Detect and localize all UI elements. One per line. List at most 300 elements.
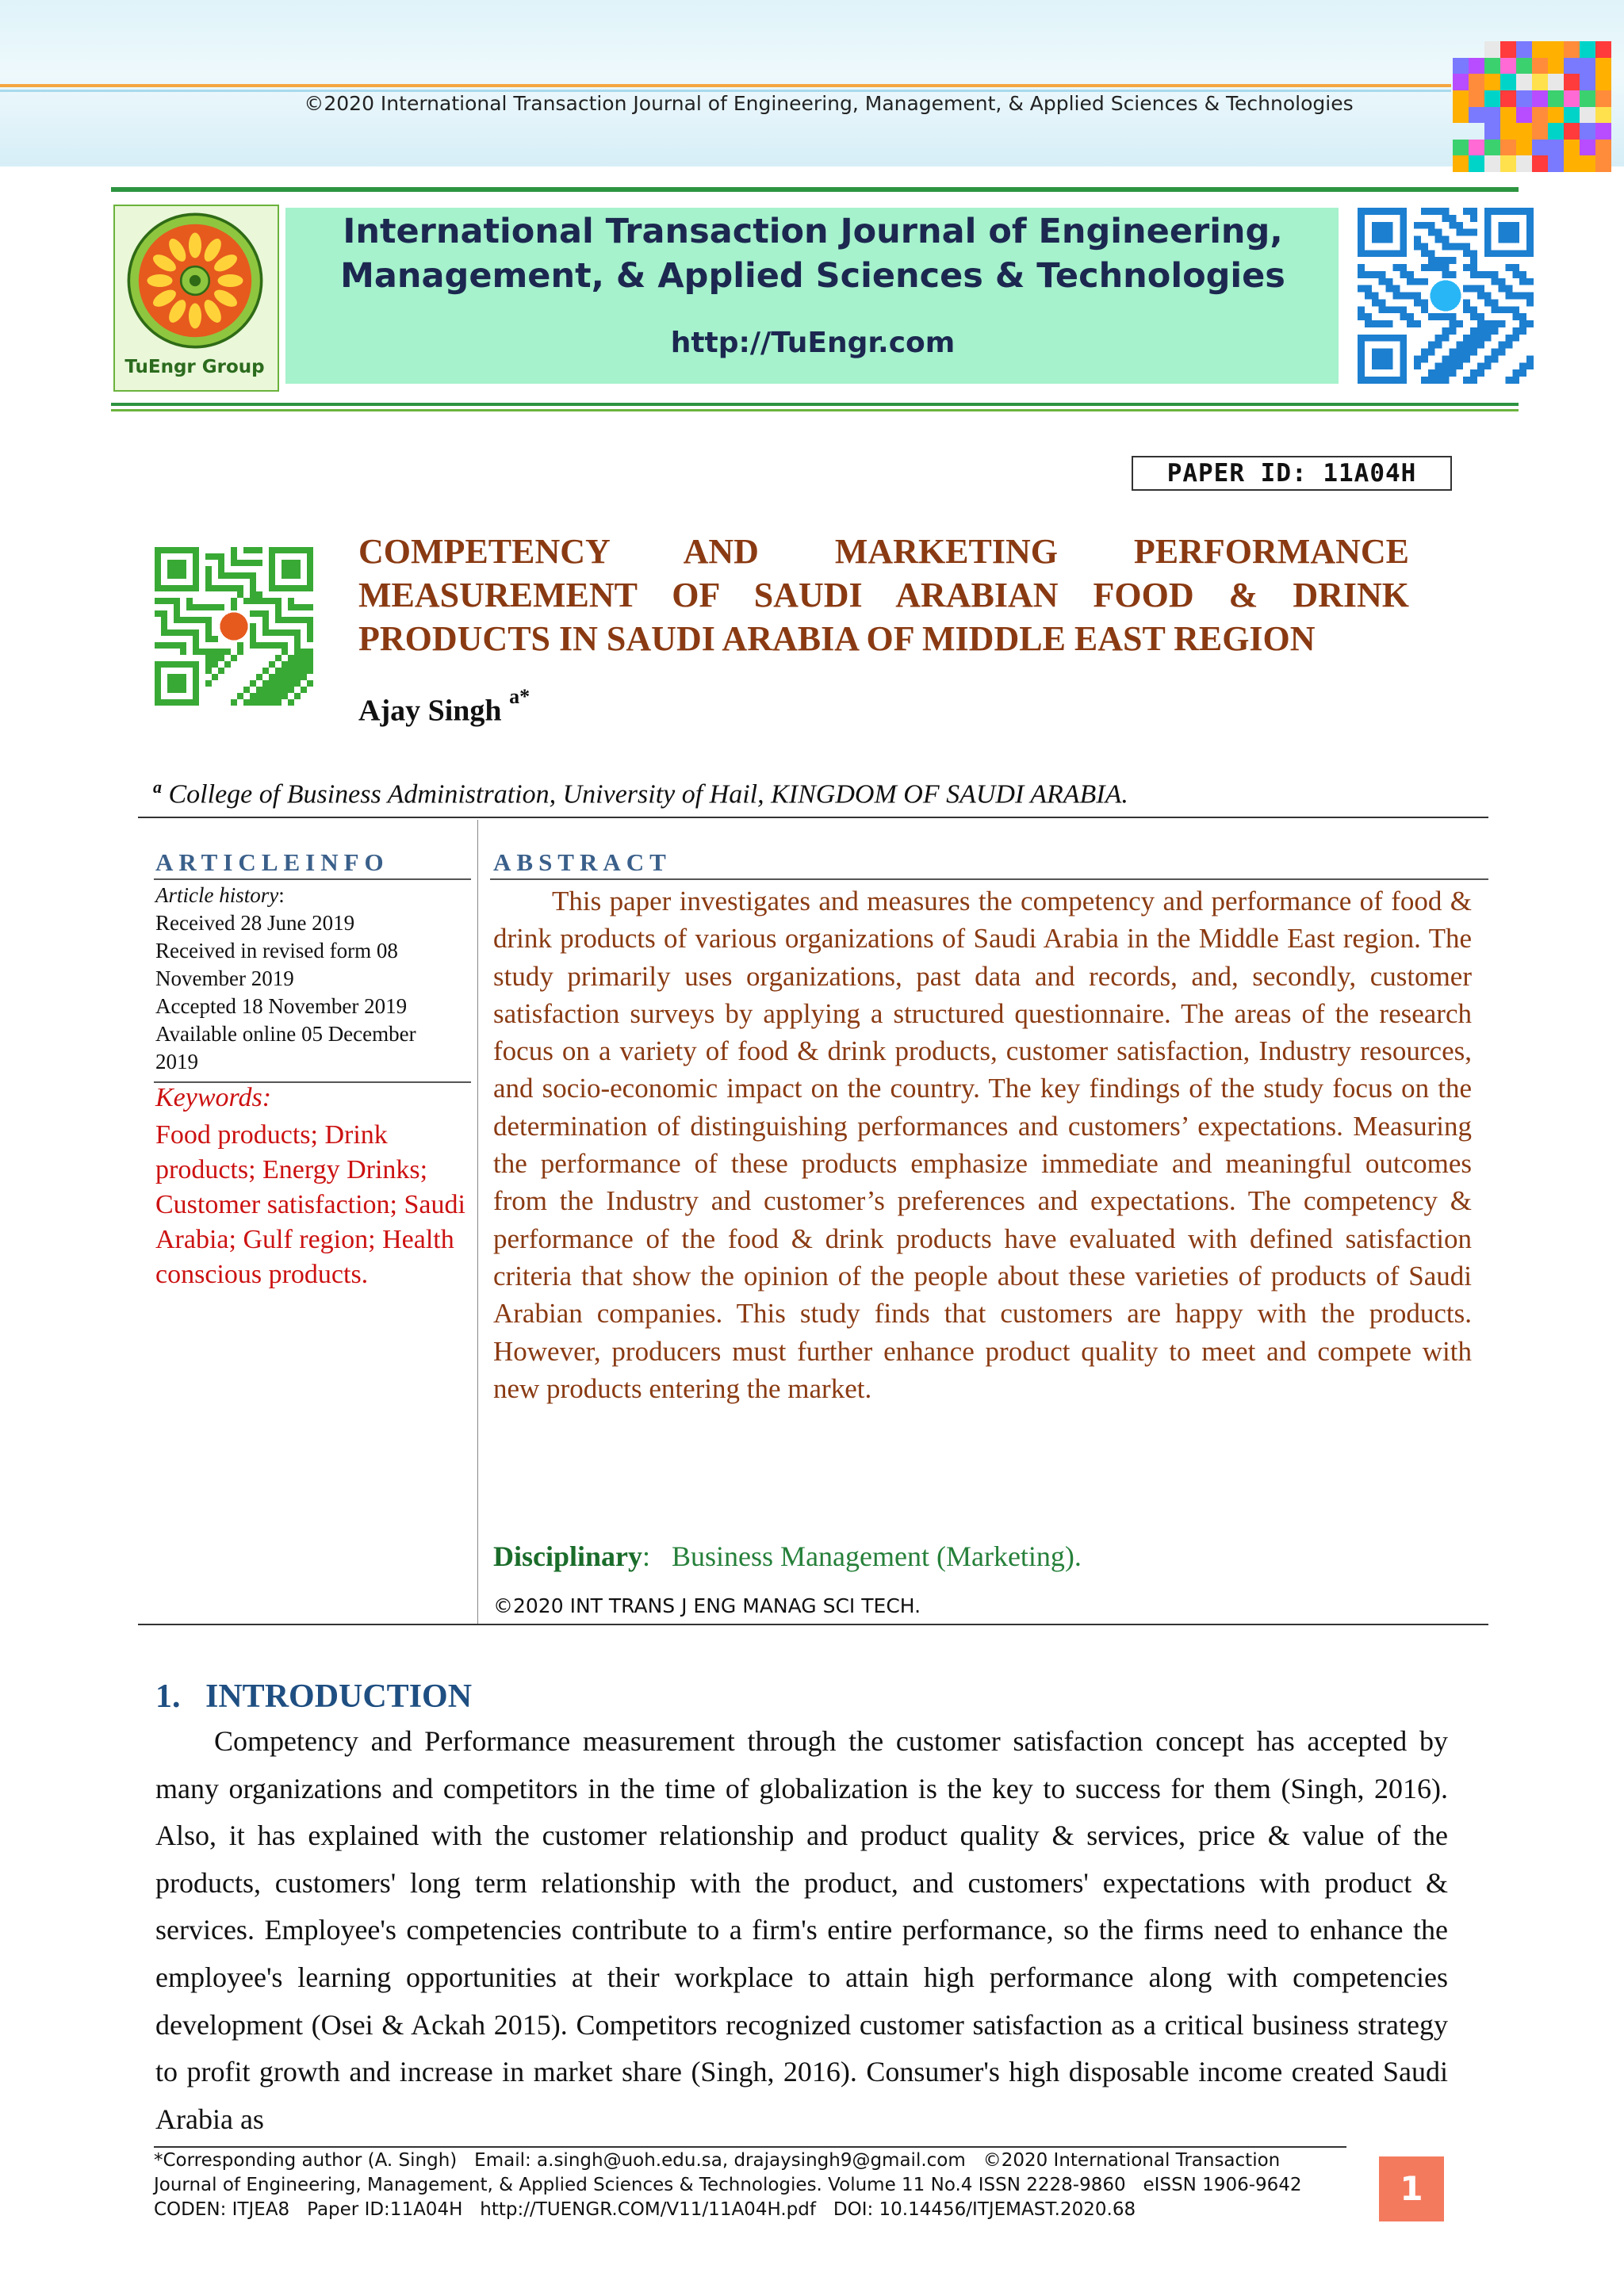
qr-module <box>250 585 256 591</box>
journal-header-top-rule <box>111 187 1519 192</box>
qr-module <box>1492 320 1499 327</box>
mosaic-tile <box>1548 58 1564 75</box>
qr-module <box>269 661 275 668</box>
qr-module <box>1477 342 1484 349</box>
qr-module <box>1442 208 1450 215</box>
qr-module <box>1414 278 1421 285</box>
mosaic-tile <box>1580 41 1595 58</box>
qr-module <box>1386 320 1393 327</box>
qr-module <box>288 687 294 693</box>
qr-module <box>1449 222 1456 229</box>
qr-module <box>1407 278 1414 285</box>
mosaic-tile <box>1453 123 1469 140</box>
abstract-heading: ABSTRACT <box>493 848 672 876</box>
qr-module <box>205 629 212 636</box>
qr-module <box>307 661 313 668</box>
qr-module <box>1519 271 1526 278</box>
journal-title-line-2: Management, & Applied Sciences & Technologies <box>340 256 1285 296</box>
qr-module <box>275 687 282 693</box>
qr-module <box>1442 264 1450 271</box>
qr-module <box>1499 285 1506 293</box>
qr-module <box>294 642 301 649</box>
mosaic-tile <box>1595 74 1611 90</box>
article-info-rule <box>154 878 471 880</box>
qr-module <box>1414 362 1421 369</box>
qr-module <box>224 649 231 655</box>
article-info-heading: ARTICLEINFO <box>155 848 389 876</box>
qr-module <box>288 655 294 661</box>
footer-rule <box>154 2146 1346 2148</box>
qr-module <box>1470 285 1477 293</box>
qr-module <box>174 642 180 649</box>
mosaic-tile <box>1548 107 1564 124</box>
qr-module <box>1428 369 1435 377</box>
qr-module <box>1519 293 1526 300</box>
qr-module <box>1435 229 1442 236</box>
qr-module <box>1492 306 1499 313</box>
qr-module <box>1505 306 1512 313</box>
qr-module <box>1512 293 1519 300</box>
qr-module <box>243 699 250 706</box>
qr-module <box>1428 229 1435 236</box>
qr-module <box>1365 271 1372 278</box>
qr-module <box>1470 369 1477 377</box>
qr-module <box>250 636 256 642</box>
abstract-copyright: ©2020 INT TRANS J ENG MANAG SCI TECH. <box>493 1594 921 1617</box>
mosaic-tile <box>1564 107 1580 124</box>
qr-module <box>218 585 224 591</box>
qr-module <box>275 617 282 623</box>
journal-header-bottom-rule-2 <box>111 409 1519 411</box>
info-box-bottom-rule <box>138 1624 1488 1625</box>
qr-module <box>250 680 256 687</box>
qr-module <box>1526 299 1534 306</box>
qr-module <box>1477 369 1484 377</box>
mosaic-tile <box>1580 107 1595 124</box>
qr-module <box>231 572 237 579</box>
qr-module <box>1372 299 1379 306</box>
qr-module <box>1392 306 1400 313</box>
qr-module <box>1477 335 1484 342</box>
qr-module <box>294 617 301 623</box>
qr-module <box>1456 355 1463 362</box>
mosaic-tile <box>1469 90 1484 107</box>
qr-module <box>307 636 313 642</box>
mosaic-tile <box>1500 140 1516 156</box>
qr-module <box>199 604 205 610</box>
qr-module <box>307 629 313 636</box>
mosaic-tile <box>1469 58 1484 75</box>
qr-module <box>1463 342 1470 349</box>
qr-module <box>307 655 313 661</box>
qr-module <box>1470 335 1477 342</box>
article-history-label: Article history: <box>155 883 285 907</box>
qr-module <box>205 636 212 642</box>
mosaic-tile <box>1532 41 1548 58</box>
history-line: Received 28 June 2019 <box>155 911 355 935</box>
qr-module <box>212 661 218 668</box>
mosaic-tile <box>1595 140 1611 156</box>
qr-module <box>212 649 218 655</box>
qr-module <box>1512 369 1519 377</box>
qr-module <box>275 610 282 617</box>
qr-module <box>1428 264 1435 271</box>
qr-module <box>205 585 212 591</box>
qr-module <box>224 572 231 579</box>
article-history <box>155 882 466 1076</box>
mosaic-tile <box>1548 123 1564 140</box>
qr-module <box>1470 349 1477 356</box>
qr-module <box>1449 369 1456 377</box>
mosaic-tile <box>1595 155 1611 172</box>
qr-module <box>294 674 301 680</box>
mosaic-tile <box>1564 123 1580 140</box>
qr-module <box>1400 313 1407 320</box>
qr-module <box>256 610 262 617</box>
mosaic-tile <box>1595 58 1611 75</box>
footer-line-2: Journal of Engineering, Management, & Applied Sciences & Technologies. Volume 11 No.4 ISSN 2228-9860 eISSN 1906-9642 <box>154 2175 1302 2195</box>
qr-module <box>1463 208 1470 215</box>
top-divider-orange <box>0 84 1451 87</box>
qr-module <box>1358 313 1365 320</box>
qr-module <box>212 655 218 661</box>
qr-module <box>250 572 256 579</box>
qr-module <box>180 642 186 649</box>
mosaic-tile <box>1564 41 1580 58</box>
qr-module <box>1470 215 1477 222</box>
qr-module <box>1435 257 1442 264</box>
qr-module <box>1400 271 1407 278</box>
qr-module <box>1449 327 1456 335</box>
qr-module <box>301 655 307 661</box>
qr-module <box>1428 377 1435 384</box>
qr-module <box>1449 320 1456 327</box>
qr-module <box>301 687 307 693</box>
qr-module <box>1470 229 1477 236</box>
qr-module <box>1428 257 1435 264</box>
qr-module <box>301 649 307 655</box>
qr-module <box>262 610 269 617</box>
qr-module <box>1372 293 1379 300</box>
qr-module <box>1428 313 1435 320</box>
journal-logo-text: TuEngr Group <box>124 357 265 377</box>
qr-module <box>288 699 294 706</box>
qr-module <box>288 598 294 604</box>
qr-module <box>250 699 256 706</box>
mosaic-tile <box>1516 155 1532 172</box>
qr-module <box>1484 327 1492 335</box>
qr-module <box>256 560 262 566</box>
qr-module <box>262 629 269 636</box>
qr-module <box>174 617 180 623</box>
qr-module <box>256 687 262 693</box>
qr-module <box>237 591 243 598</box>
qr-module <box>1435 369 1442 377</box>
journal-logo-wheel-icon <box>124 210 266 351</box>
abstract-rule <box>490 878 1488 880</box>
qr-module <box>1421 377 1428 384</box>
qr-module <box>256 598 262 604</box>
qr-module <box>224 661 231 668</box>
affiliation <box>153 777 1128 809</box>
qr-module <box>250 579 256 585</box>
qr-module <box>231 604 237 610</box>
qr-module <box>250 623 256 629</box>
paper-qr-code-icon <box>155 547 313 706</box>
qr-module <box>1435 208 1442 215</box>
qr-module <box>161 642 167 649</box>
qr-module <box>237 693 243 699</box>
qr-module <box>1512 306 1519 313</box>
qr-module <box>307 623 313 629</box>
mosaic-tile <box>1532 155 1548 172</box>
qr-module <box>180 617 186 623</box>
qr-module <box>1484 271 1492 278</box>
qr-module <box>1400 293 1407 300</box>
mosaic-tile <box>1564 74 1580 90</box>
qr-module <box>155 598 161 604</box>
qr-module <box>282 617 288 623</box>
qr-module <box>243 598 250 604</box>
qr-module <box>1428 349 1435 356</box>
mosaic-tile <box>1516 74 1532 90</box>
qr-module <box>1428 342 1435 349</box>
qr-module <box>1470 264 1477 271</box>
qr-module <box>1435 362 1442 369</box>
history-line: Received in revised form 08 <box>155 939 398 962</box>
qr-module <box>250 629 256 636</box>
qr-module <box>231 699 237 706</box>
qr-module <box>1372 222 1393 243</box>
mosaic-tile <box>1500 90 1516 107</box>
qr-module <box>288 629 294 636</box>
qr-module <box>1456 320 1463 327</box>
mosaic-tile <box>1580 155 1595 172</box>
qr-module <box>1442 369 1450 377</box>
qr-module <box>1365 285 1372 293</box>
qr-module <box>1470 327 1477 335</box>
qr-module <box>161 617 167 623</box>
qr-module <box>237 642 243 649</box>
qr-module <box>1421 264 1428 271</box>
qr-module <box>199 617 205 623</box>
qr-module <box>301 617 307 623</box>
qr-module <box>262 668 269 674</box>
qr-module <box>1400 264 1407 271</box>
qr-module <box>1463 306 1470 313</box>
qr-module <box>282 693 288 699</box>
qr-module <box>237 560 243 566</box>
qr-module <box>231 560 237 566</box>
paper-id-box: PAPER ID: 11A04H <box>1132 456 1452 491</box>
qr-module <box>186 617 193 623</box>
qr-module <box>1442 257 1450 264</box>
qr-module <box>1442 271 1450 278</box>
qr-module <box>282 674 288 680</box>
qr-module <box>1512 335 1519 342</box>
qr-module <box>250 610 256 617</box>
journal-header-bottom-rule <box>111 403 1519 406</box>
qr-module <box>294 693 301 699</box>
keywords-label: Keywords: <box>155 1083 272 1112</box>
qr-module <box>1499 320 1506 327</box>
qr-module <box>1526 320 1534 327</box>
qr-module <box>250 591 256 598</box>
journal-url-link[interactable]: http://TuEngr.com <box>670 327 956 359</box>
qr-module <box>1442 362 1450 369</box>
qr-module <box>1499 349 1506 356</box>
qr-module <box>1505 377 1512 384</box>
qr-module <box>205 668 212 674</box>
qr-module <box>180 629 186 636</box>
mosaic-tile <box>1595 123 1611 140</box>
paper-title <box>358 530 1409 660</box>
qr-module <box>282 668 288 674</box>
qr-module <box>212 604 218 610</box>
qr-module <box>1526 278 1534 285</box>
qr-module <box>262 693 269 699</box>
mosaic-tile <box>1500 58 1516 75</box>
mosaic-tile <box>1564 140 1580 156</box>
qr-module <box>269 598 275 604</box>
paper-title-line-3: PRODUCTS IN SAUDI ARABIA OF MIDDLE EAST REGION <box>358 619 1316 658</box>
qr-module <box>1505 285 1512 293</box>
qr-module <box>167 642 174 649</box>
qr-module <box>1379 320 1386 327</box>
qr-module <box>199 649 205 655</box>
qr-module <box>262 680 269 687</box>
mosaic-tile <box>1548 41 1564 58</box>
qr-module <box>1492 349 1499 356</box>
qr-module <box>174 604 180 610</box>
qr-module <box>301 674 307 680</box>
qr-module <box>288 604 294 610</box>
mosaic-tile <box>1469 155 1484 172</box>
qr-module <box>1477 313 1484 320</box>
mosaic-tile <box>1453 155 1469 172</box>
qr-module <box>1372 349 1393 370</box>
qr-module <box>218 560 224 566</box>
mosaic-tile <box>1500 74 1516 90</box>
qr-module <box>205 655 212 661</box>
qr-module <box>282 680 288 687</box>
mosaic-tile <box>1453 140 1469 156</box>
mosaic-tile <box>1516 107 1532 124</box>
qr-module <box>1428 222 1435 229</box>
qr-module <box>1470 313 1477 320</box>
info-box-column-divider <box>477 820 478 1624</box>
qr-module <box>186 629 193 636</box>
qr-module <box>161 623 167 629</box>
qr-module <box>282 649 288 655</box>
qr-module <box>167 674 186 693</box>
qr-module <box>294 629 301 636</box>
qr-module <box>1435 313 1442 320</box>
mosaic-tile <box>1484 90 1500 107</box>
qr-module <box>1386 306 1393 313</box>
mosaic-tile <box>1453 74 1469 90</box>
qr-module <box>1505 264 1512 271</box>
qr-module <box>1477 271 1484 278</box>
qr-module <box>262 699 269 706</box>
qr-module <box>269 680 275 687</box>
mosaic-tile <box>1548 90 1564 107</box>
qr-module <box>1477 362 1484 369</box>
qr-module <box>294 661 301 668</box>
qr-module <box>294 655 301 661</box>
qr-module <box>161 610 167 617</box>
mosaic-tile <box>1580 140 1595 156</box>
qr-module <box>1365 320 1372 327</box>
qr-module <box>1372 320 1379 327</box>
qr-module <box>1442 215 1450 222</box>
qr-module <box>288 661 294 668</box>
introduction-text: Competency and Performance measurement through the customer satisfaction concept has accepted by many organizations and competitors in the time of globalization is the key to success for them (Singh, 2016). Also, it has explained with the customer relationship and product quality & services, price & value of the products, customers' long term relationship with the product, and customers' expectations with product & services. Employee's competencies contribute to a firm's entire performance, so the firms need to enhance the employee's learning opportunities at their workplace to attain high performance along with competencies development (Osei & Ackah 2015). Competitors recognized customer satisfaction as a critical business strategy to profit growth and increase in market share (Singh, 2016). Consumer's high disposable income created Saudi Arabia as <box>155 1725 1448 2135</box>
qr-module <box>1470 377 1477 384</box>
qr-module <box>212 553 218 560</box>
qr-module <box>1421 208 1428 215</box>
author-line <box>358 685 530 729</box>
qr-module <box>301 661 307 668</box>
qr-module <box>186 598 193 604</box>
qr-module <box>218 649 224 655</box>
qr-module <box>1477 327 1484 335</box>
qr-module <box>262 623 269 629</box>
qr-module <box>243 572 250 579</box>
footer-line-3: CODEN: ITJEA8 Paper ID:11A04H http://TUENGR.COM/V11/11A04H.pdf DOI: 10.14456/ITJEMAST.2020.68 <box>154 2199 1136 2220</box>
qr-module <box>1414 355 1421 362</box>
qr-module <box>1442 236 1450 243</box>
qr-module <box>288 680 294 687</box>
disciplinary-label: Disciplinary <box>493 1540 643 1572</box>
qr-module <box>1463 243 1470 250</box>
mosaic-tile <box>1516 90 1532 107</box>
qr-module <box>167 598 174 604</box>
qr-center-logo <box>220 612 247 640</box>
qr-module <box>1463 299 1470 306</box>
qr-module <box>1499 278 1506 285</box>
qr-module <box>294 649 301 655</box>
qr-module <box>1421 250 1428 257</box>
qr-module <box>275 655 282 661</box>
qr-module <box>218 553 224 560</box>
qr-module <box>1449 215 1456 222</box>
mosaic-tile <box>1484 107 1500 124</box>
qr-module <box>1456 342 1463 349</box>
qr-module <box>1407 293 1414 300</box>
qr-module <box>250 642 256 649</box>
qr-module <box>1414 243 1421 250</box>
qr-module <box>1456 243 1463 250</box>
qr-module <box>250 598 256 604</box>
info-box-top-rule <box>138 817 1488 818</box>
mosaic-tile <box>1548 155 1564 172</box>
mosaic-tile <box>1548 74 1564 90</box>
qr-module <box>269 687 275 693</box>
qr-module <box>282 560 301 579</box>
qr-module <box>193 604 199 610</box>
qr-module <box>1470 208 1477 215</box>
mosaic-tile <box>1516 41 1532 58</box>
affiliation-superscript: a <box>153 777 162 797</box>
qr-module <box>1392 293 1400 300</box>
top-banner <box>0 0 1624 166</box>
qr-module <box>250 560 256 566</box>
qr-module <box>1512 313 1519 320</box>
qr-module <box>243 547 250 553</box>
qr-module <box>1421 243 1428 250</box>
qr-module <box>1414 236 1421 243</box>
